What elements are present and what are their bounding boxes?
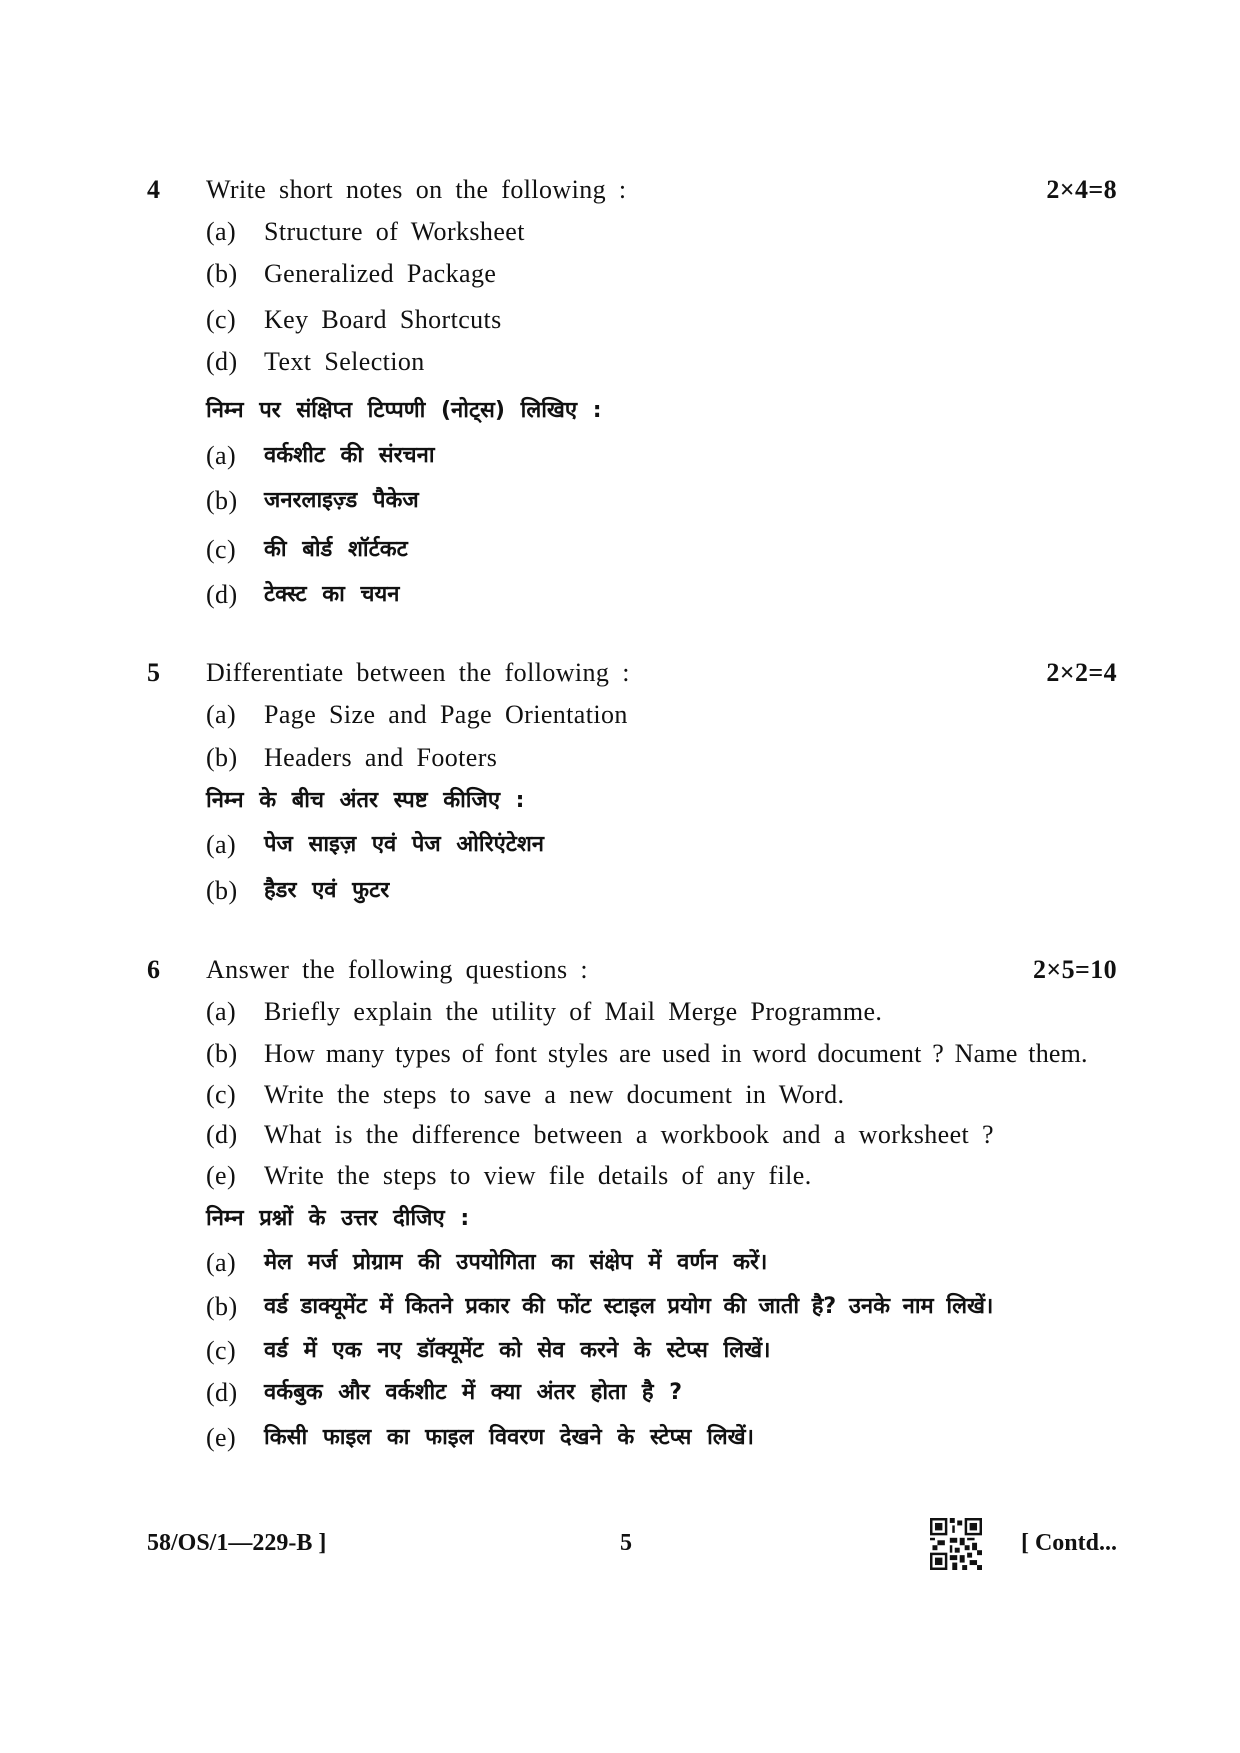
item-label: (b) [206,1039,238,1068]
item-label: (a) [206,700,237,729]
item-text-hi: टेक्स्ट का चयन [264,582,400,607]
item-text-en: Write the steps to save a new document in Word. [264,1080,845,1109]
qr-code-icon [930,1518,982,1570]
item-label: (c) [206,305,237,334]
question-number: 4 [147,175,161,204]
item-text-hi: वर्कशीट की संरचना [264,443,435,468]
item-label: (d) [206,1120,238,1149]
item-text-hi: वर्ड में एक नए डॉक्यूमेंट को सेव करने के स्टेप्स लिखें। [264,1338,771,1363]
item-label: (b) [206,1292,238,1321]
item-text-en: Write the steps to view file details of any file. [264,1161,812,1190]
item-text-hi: किसी फाइल का फाइल विवरण देखने के स्टेप्स लिखें। [264,1425,755,1450]
item-text-hi: हैडर एवं फुटर [264,878,390,903]
question-marks: 2×2=4 [1046,658,1117,687]
question-number: 6 [147,955,161,984]
page-number: 5 [620,1530,632,1556]
question-number: 5 [147,658,161,687]
item-label: (b) [206,259,238,288]
paper-code: 58/OS/1—229-B ] [147,1530,327,1556]
item-text-en: Briefly explain the utility of Mail Merge Programme. [264,997,883,1026]
item-label: (a) [206,441,237,470]
item-label: (a) [206,217,237,246]
question-prompt-hi: निम्न प्रश्नों के उत्तर दीजिए : [206,1206,470,1231]
question-marks: 2×4=8 [1046,175,1117,204]
item-label: (c) [206,1336,237,1365]
question-prompt-hi: निम्न पर संक्षिप्त टिप्पणी (नोट्स) लिखिए : [206,398,602,423]
item-text-hi: की बोर्ड शॉर्टकट [264,537,408,562]
item-label: (c) [206,1080,237,1109]
item-label: (e) [206,1423,237,1452]
item-text-hi: वर्कबुक और वर्कशीट में क्या अंतर होता है ? [264,1380,683,1405]
item-label: (a) [206,997,237,1026]
item-label: (d) [206,580,238,609]
item-label: (b) [206,876,238,905]
item-label: (c) [206,535,237,564]
item-text-en: What is the difference between a workbook and a worksheet ? [264,1120,994,1149]
item-label: (a) [206,830,237,859]
item-text-hi: पेज साइज़ एवं पेज ओरिएंटेशन [264,832,544,857]
item-text-hi: जनरलाइज़्ड पैकेज [264,488,419,513]
question-prompt-en: Answer the following questions : [206,955,588,984]
item-label: (a) [206,1248,237,1277]
item-label: (d) [206,1378,238,1407]
question-marks: 2×5=10 [1032,955,1117,984]
item-text-en: Headers and Footers [264,743,498,772]
question-prompt-hi: निम्न के बीच अंतर स्पष्ट कीजिए : [206,788,525,813]
item-text-en: Generalized Package [264,259,497,288]
item-text-en: Key Board Shortcuts [264,305,502,334]
item-text-en: Text Selection [264,347,425,376]
continued-label: [ Contd... [1020,1530,1117,1556]
item-text-hi: मेल मर्ज प्रोग्राम की उपयोगिता का संक्षेप में वर्णन करें। [264,1250,768,1275]
item-text-hi: वर्ड डाक्यूमेंट में कितने प्रकार की फोंट स्टाइल प्रयोग की जाती है? उनके नाम लिखें। [264,1294,994,1319]
item-label: (b) [206,743,238,772]
item-label: (b) [206,486,238,515]
item-label: (e) [206,1161,237,1190]
item-text-en: How many types of font styles are used in word document ? Name them. [264,1039,1088,1068]
question-prompt-en: Write short notes on the following : [206,175,627,204]
item-label: (d) [206,347,238,376]
question-prompt-en: Differentiate between the following : [206,658,630,687]
item-text-en: Page Size and Page Orientation [264,700,628,729]
item-text-en: Structure of Worksheet [264,217,525,246]
